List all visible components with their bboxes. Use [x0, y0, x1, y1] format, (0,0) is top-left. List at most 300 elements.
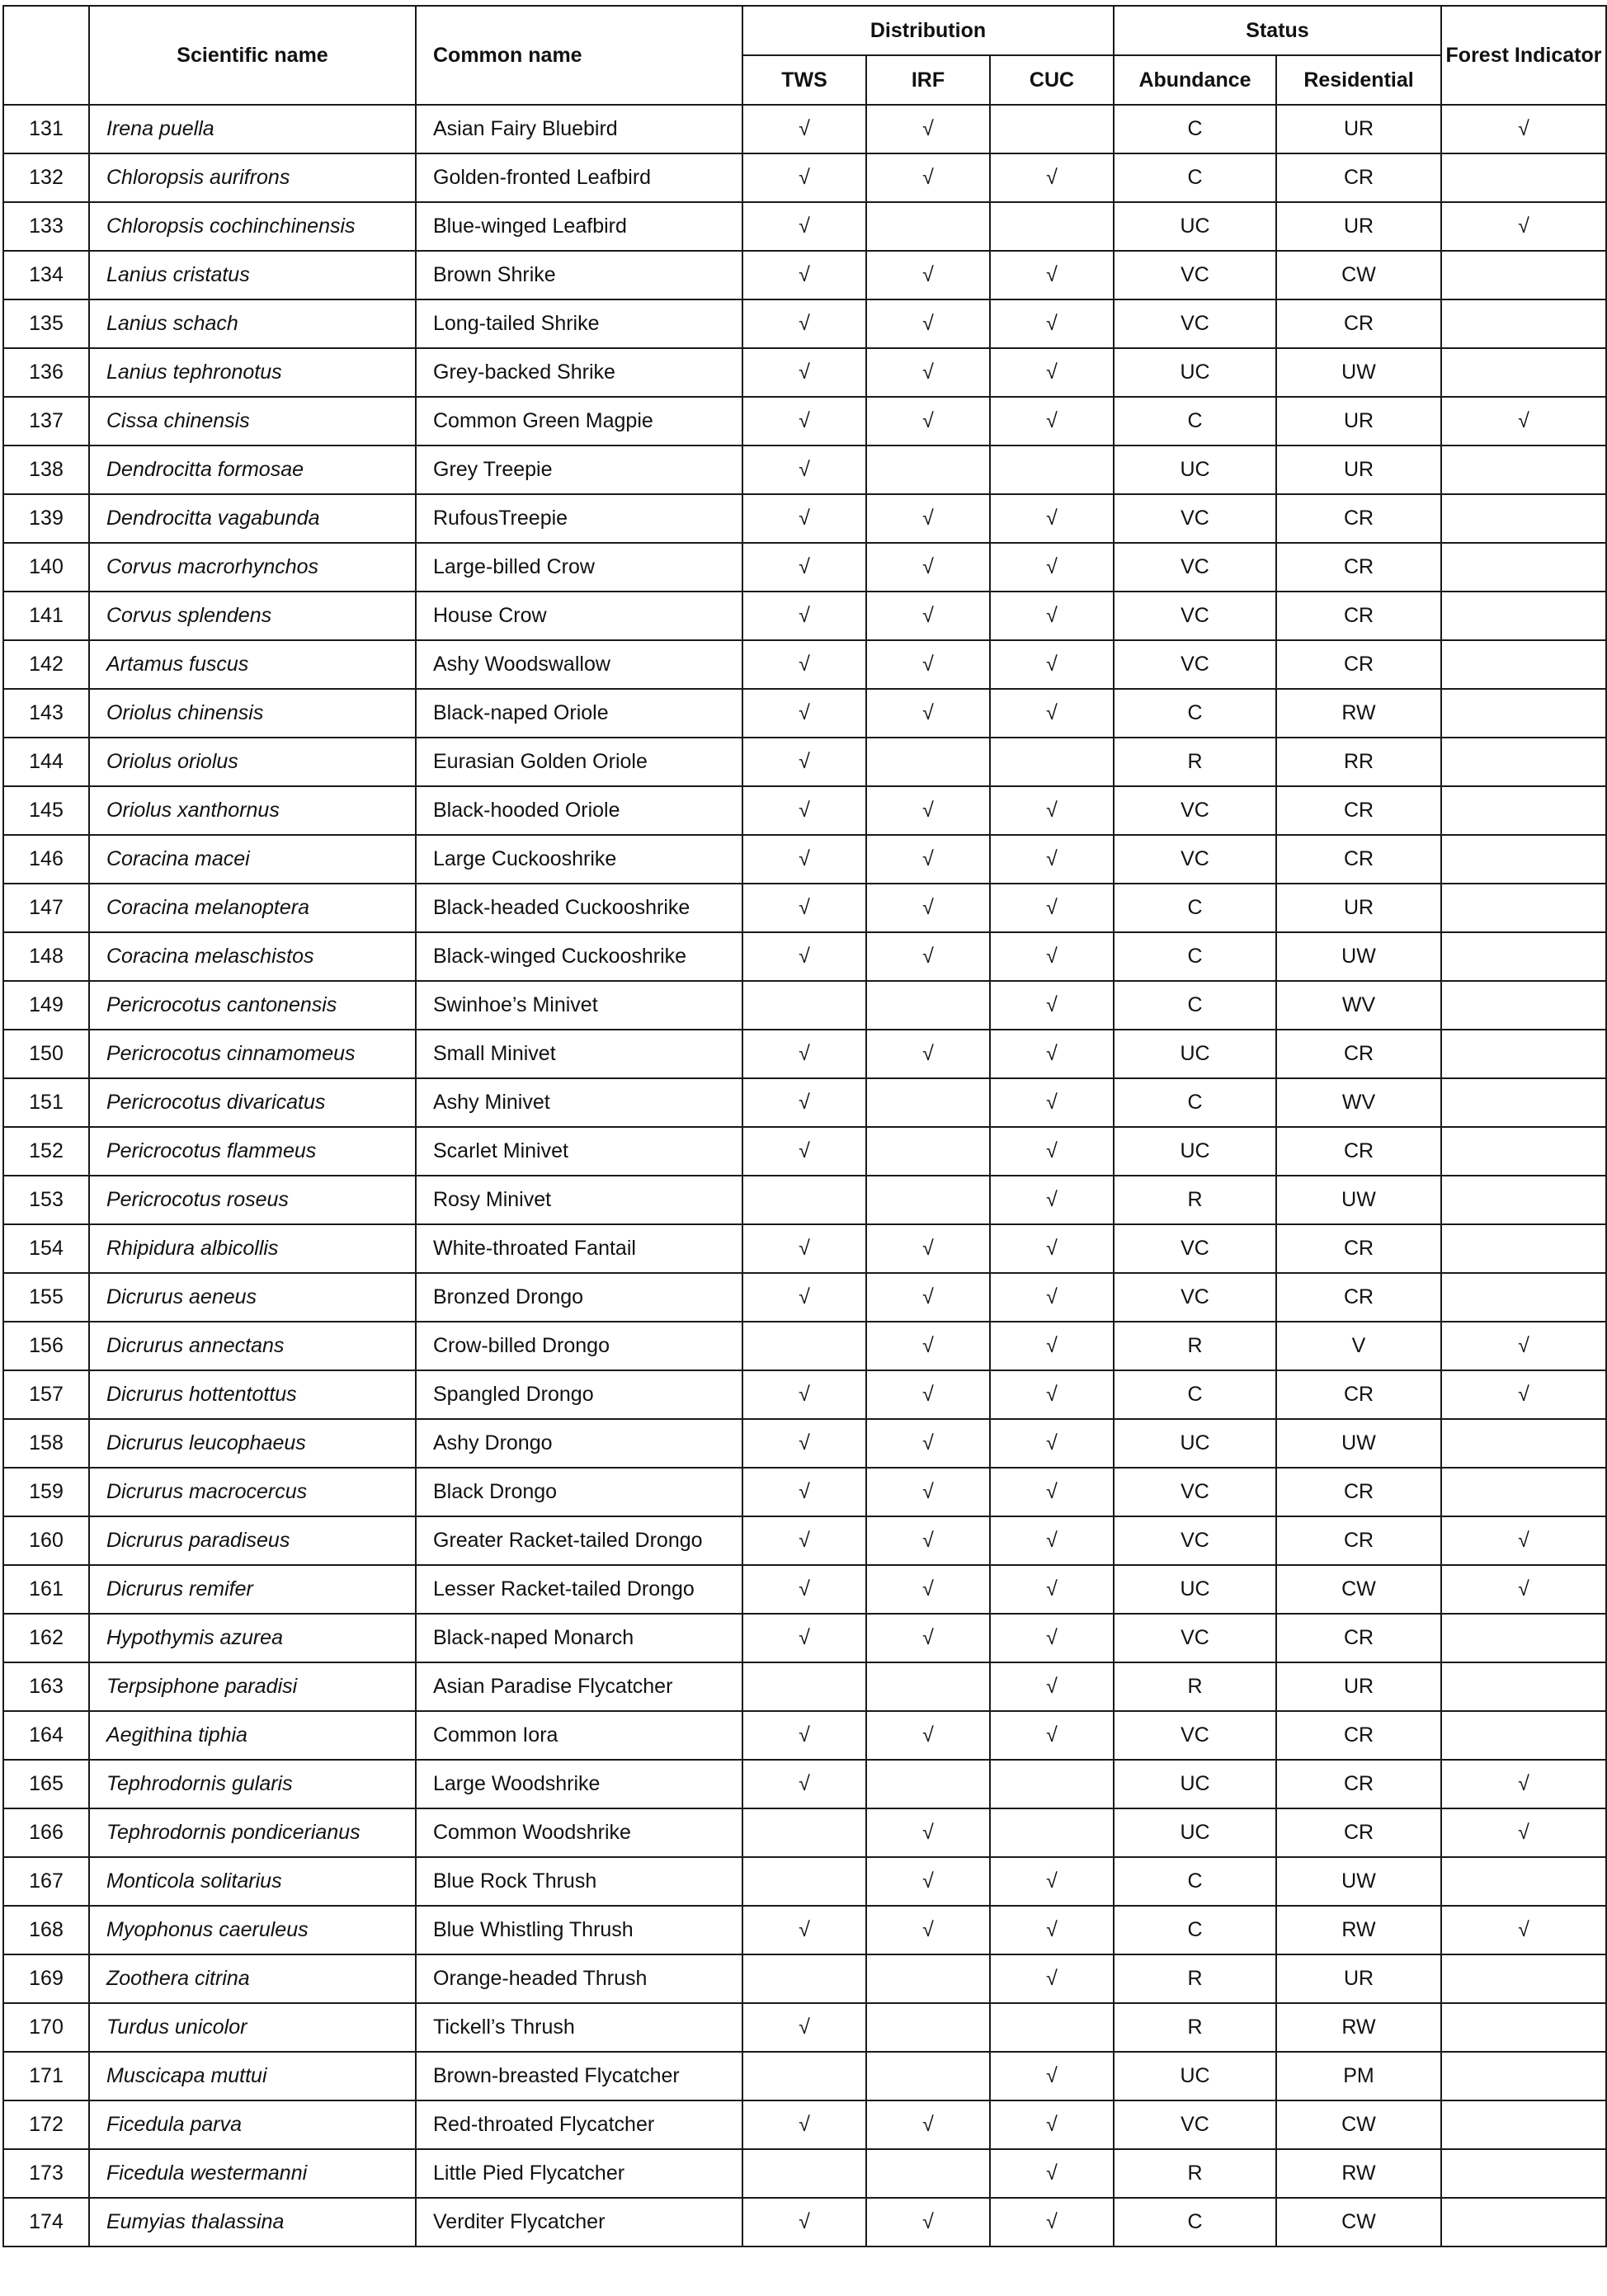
cell-scientific-name: Coracina melanoptera — [89, 884, 416, 932]
cell-abundance: VC — [1114, 1273, 1276, 1322]
cell-common-name: Tickell’s Thrush — [416, 2003, 742, 2052]
cell-irf — [866, 1078, 990, 1127]
cell-forest-indicator — [1441, 738, 1606, 786]
cell-number: 152 — [3, 1127, 89, 1176]
table-row — [3, 640, 1606, 689]
cell-common-name: Common Iora — [416, 1711, 742, 1760]
cell-residential: CR — [1276, 1224, 1441, 1273]
cell-common-name: White-throated Fantail — [416, 1224, 742, 1273]
cell-tws: √ — [742, 1614, 866, 1662]
cell-forest-indicator: √ — [1441, 202, 1606, 251]
cell-abundance: UC — [1114, 2052, 1276, 2100]
table-row — [3, 2198, 1606, 2246]
cell-abundance: UC — [1114, 1030, 1276, 1078]
cell-number: 139 — [3, 494, 89, 543]
cell-irf: √ — [866, 1419, 990, 1468]
cell-number: 148 — [3, 932, 89, 981]
cell-irf — [866, 446, 990, 494]
cell-residential: UR — [1276, 1954, 1441, 2003]
cell-residential: V — [1276, 1322, 1441, 1370]
cell-scientific-name: Dicrurus macrocercus — [89, 1468, 416, 1516]
cell-residential: UR — [1276, 446, 1441, 494]
cell-irf: √ — [866, 1516, 990, 1565]
cell-cuc: √ — [990, 494, 1114, 543]
cell-forest-indicator — [1441, 153, 1606, 202]
cell-irf: √ — [866, 835, 990, 884]
cell-irf: √ — [866, 640, 990, 689]
cell-irf — [866, 738, 990, 786]
cell-number: 146 — [3, 835, 89, 884]
cell-cuc: √ — [990, 1906, 1114, 1954]
cell-tws: √ — [742, 397, 866, 446]
cell-common-name: Lesser Racket-tailed Drongo — [416, 1565, 742, 1614]
cell-abundance: C — [1114, 689, 1276, 738]
cell-forest-indicator — [1441, 1662, 1606, 1711]
header-forest-indicator: Forest Indicator — [1441, 6, 1606, 105]
cell-scientific-name: Lanius schach — [89, 299, 416, 348]
cell-scientific-name: Zoothera citrina — [89, 1954, 416, 2003]
cell-cuc — [990, 1808, 1114, 1857]
table-row — [3, 932, 1606, 981]
cell-number: 164 — [3, 1711, 89, 1760]
cell-common-name: Small Minivet — [416, 1030, 742, 1078]
table-row — [3, 738, 1606, 786]
cell-common-name: RufousTreepie — [416, 494, 742, 543]
cell-common-name: Common Green Magpie — [416, 397, 742, 446]
cell-common-name: Blue Rock Thrush — [416, 1857, 742, 1906]
cell-tws — [742, 1322, 866, 1370]
cell-forest-indicator — [1441, 689, 1606, 738]
table-row — [3, 1030, 1606, 1078]
cell-irf: √ — [866, 1565, 990, 1614]
cell-number: 157 — [3, 1370, 89, 1419]
cell-number: 143 — [3, 689, 89, 738]
cell-cuc: √ — [990, 884, 1114, 932]
cell-scientific-name: Hypothymis azurea — [89, 1614, 416, 1662]
cell-tws: √ — [742, 105, 866, 153]
cell-forest-indicator — [1441, 2003, 1606, 2052]
cell-abundance: R — [1114, 1954, 1276, 2003]
cell-number: 137 — [3, 397, 89, 446]
cell-scientific-name: Dicrurus leucophaeus — [89, 1419, 416, 1468]
cell-cuc: √ — [990, 640, 1114, 689]
cell-tws: √ — [742, 2003, 866, 2052]
cell-cuc: √ — [990, 1030, 1114, 1078]
cell-cuc: √ — [990, 786, 1114, 835]
table-row — [3, 105, 1606, 153]
cell-number: 160 — [3, 1516, 89, 1565]
cell-forest-indicator — [1441, 2149, 1606, 2198]
cell-residential: CR — [1276, 153, 1441, 202]
cell-number: 161 — [3, 1565, 89, 1614]
table-row — [3, 397, 1606, 446]
table-row — [3, 592, 1606, 640]
cell-forest-indicator — [1441, 1419, 1606, 1468]
table-row — [3, 1127, 1606, 1176]
header-common-name: Common name — [416, 6, 742, 105]
table-row — [3, 1273, 1606, 1322]
cell-irf: √ — [866, 543, 990, 592]
cell-tws: √ — [742, 1273, 866, 1322]
table-row — [3, 1808, 1606, 1857]
cell-abundance: VC — [1114, 640, 1276, 689]
cell-cuc: √ — [990, 1419, 1114, 1468]
cell-cuc: √ — [990, 397, 1114, 446]
cell-abundance: UC — [1114, 1760, 1276, 1808]
cell-residential: UR — [1276, 105, 1441, 153]
cell-common-name: Spangled Drongo — [416, 1370, 742, 1419]
cell-residential: CR — [1276, 1614, 1441, 1662]
cell-common-name: Scarlet Minivet — [416, 1127, 742, 1176]
cell-common-name: Black-winged Cuckooshrike — [416, 932, 742, 981]
table-row — [3, 1224, 1606, 1273]
cell-number: 168 — [3, 1906, 89, 1954]
cell-cuc: √ — [990, 1224, 1114, 1273]
table-row — [3, 348, 1606, 397]
table-row — [3, 2100, 1606, 2149]
cell-forest-indicator — [1441, 2198, 1606, 2246]
cell-number: 174 — [3, 2198, 89, 2246]
cell-irf: √ — [866, 397, 990, 446]
cell-abundance: C — [1114, 2198, 1276, 2246]
cell-tws: √ — [742, 1711, 866, 1760]
cell-number: 131 — [3, 105, 89, 153]
cell-forest-indicator: √ — [1441, 1760, 1606, 1808]
cell-abundance: VC — [1114, 1614, 1276, 1662]
cell-abundance: VC — [1114, 299, 1276, 348]
cell-number: 163 — [3, 1662, 89, 1711]
cell-residential: CR — [1276, 543, 1441, 592]
cell-cuc: √ — [990, 1078, 1114, 1127]
cell-common-name: Bronzed Drongo — [416, 1273, 742, 1322]
cell-forest-indicator: √ — [1441, 1322, 1606, 1370]
cell-abundance: C — [1114, 932, 1276, 981]
cell-residential: RR — [1276, 738, 1441, 786]
cell-scientific-name: Terpsiphone paradisi — [89, 1662, 416, 1711]
table-row — [3, 2003, 1606, 2052]
cell-common-name: Greater Racket-tailed Drongo — [416, 1516, 742, 1565]
cell-abundance: VC — [1114, 1224, 1276, 1273]
cell-common-name: Ashy Woodswallow — [416, 640, 742, 689]
table-row — [3, 1419, 1606, 1468]
cell-scientific-name: Dicrurus paradiseus — [89, 1516, 416, 1565]
cell-tws — [742, 1954, 866, 2003]
cell-cuc: √ — [990, 835, 1114, 884]
cell-cuc: √ — [990, 592, 1114, 640]
cell-irf — [866, 202, 990, 251]
cell-residential: RW — [1276, 1906, 1441, 1954]
cell-cuc: √ — [990, 981, 1114, 1030]
cell-scientific-name: Dicrurus remifer — [89, 1565, 416, 1614]
cell-residential: CW — [1276, 2100, 1441, 2149]
cell-abundance: R — [1114, 1322, 1276, 1370]
cell-scientific-name: Dicrurus aeneus — [89, 1273, 416, 1322]
cell-cuc: √ — [990, 348, 1114, 397]
cell-abundance: C — [1114, 1857, 1276, 1906]
cell-scientific-name: Pericrocotus cantonensis — [89, 981, 416, 1030]
cell-tws: √ — [742, 738, 866, 786]
cell-forest-indicator: √ — [1441, 397, 1606, 446]
cell-irf: √ — [866, 105, 990, 153]
cell-scientific-name: Lanius tephronotus — [89, 348, 416, 397]
cell-scientific-name: Oriolus oriolus — [89, 738, 416, 786]
cell-cuc: √ — [990, 1516, 1114, 1565]
cell-tws: √ — [742, 1419, 866, 1468]
cell-common-name: Black Drongo — [416, 1468, 742, 1516]
cell-residential: CR — [1276, 786, 1441, 835]
cell-tws — [742, 2149, 866, 2198]
cell-forest-indicator: √ — [1441, 1906, 1606, 1954]
cell-abundance: C — [1114, 105, 1276, 153]
cell-irf: √ — [866, 592, 990, 640]
cell-forest-indicator — [1441, 494, 1606, 543]
cell-common-name: Golden-fronted Leafbird — [416, 153, 742, 202]
cell-forest-indicator — [1441, 981, 1606, 1030]
cell-cuc: √ — [990, 543, 1114, 592]
cell-abundance: VC — [1114, 835, 1276, 884]
cell-common-name: Black-hooded Oriole — [416, 786, 742, 835]
cell-scientific-name: Oriolus chinensis — [89, 689, 416, 738]
cell-number: 138 — [3, 446, 89, 494]
cell-cuc: √ — [990, 689, 1114, 738]
cell-number: 134 — [3, 251, 89, 299]
cell-irf: √ — [866, 1711, 990, 1760]
cell-tws: √ — [742, 640, 866, 689]
cell-forest-indicator — [1441, 884, 1606, 932]
cell-abundance: VC — [1114, 1468, 1276, 1516]
header-no — [3, 6, 89, 105]
cell-tws: √ — [742, 1760, 866, 1808]
table-row — [3, 689, 1606, 738]
cell-cuc: √ — [990, 2198, 1114, 2246]
cell-residential: CR — [1276, 299, 1441, 348]
cell-irf: √ — [866, 2100, 990, 2149]
cell-cuc: √ — [990, 1176, 1114, 1224]
table-row — [3, 494, 1606, 543]
cell-tws: √ — [742, 884, 866, 932]
cell-number: 154 — [3, 1224, 89, 1273]
table-row — [3, 786, 1606, 835]
cell-common-name: House Crow — [416, 592, 742, 640]
cell-number: 136 — [3, 348, 89, 397]
cell-tws: √ — [742, 689, 866, 738]
cell-scientific-name: Pericrocotus cinnamomeus — [89, 1030, 416, 1078]
cell-forest-indicator: √ — [1441, 1370, 1606, 1419]
table-row — [3, 299, 1606, 348]
cell-cuc — [990, 202, 1114, 251]
cell-residential: CR — [1276, 1468, 1441, 1516]
header-cuc: CUC — [990, 55, 1114, 105]
cell-irf: √ — [866, 1808, 990, 1857]
cell-residential: CR — [1276, 640, 1441, 689]
cell-forest-indicator: √ — [1441, 1565, 1606, 1614]
table-row — [3, 543, 1606, 592]
cell-forest-indicator — [1441, 1078, 1606, 1127]
table-row — [3, 1760, 1606, 1808]
cell-tws: √ — [742, 299, 866, 348]
table-row — [3, 1906, 1606, 1954]
cell-abundance: UC — [1114, 348, 1276, 397]
table-row — [3, 2052, 1606, 2100]
cell-number: 141 — [3, 592, 89, 640]
cell-cuc — [990, 2003, 1114, 2052]
cell-abundance: VC — [1114, 786, 1276, 835]
cell-common-name: Orange-headed Thrush — [416, 1954, 742, 2003]
table-row — [3, 1565, 1606, 1614]
cell-cuc: √ — [990, 1857, 1114, 1906]
header-tws: TWS — [742, 55, 866, 105]
cell-irf: √ — [866, 932, 990, 981]
cell-number: 144 — [3, 738, 89, 786]
cell-tws: √ — [742, 543, 866, 592]
cell-common-name: Brown Shrike — [416, 251, 742, 299]
cell-abundance: R — [1114, 1662, 1276, 1711]
cell-scientific-name: Cissa chinensis — [89, 397, 416, 446]
cell-scientific-name: Rhipidura albicollis — [89, 1224, 416, 1273]
cell-abundance: C — [1114, 153, 1276, 202]
cell-common-name: Ashy Minivet — [416, 1078, 742, 1127]
cell-tws: √ — [742, 2198, 866, 2246]
table-row — [3, 884, 1606, 932]
cell-tws: √ — [742, 251, 866, 299]
cell-common-name: Large Woodshrike — [416, 1760, 742, 1808]
cell-number: 172 — [3, 2100, 89, 2149]
cell-tws — [742, 1662, 866, 1711]
cell-tws: √ — [742, 835, 866, 884]
cell-irf: √ — [866, 1224, 990, 1273]
species-table — [2, 5, 1607, 2247]
cell-number: 158 — [3, 1419, 89, 1468]
cell-common-name: Red-throated Flycatcher — [416, 2100, 742, 2149]
cell-scientific-name: Corvus splendens — [89, 592, 416, 640]
cell-forest-indicator — [1441, 251, 1606, 299]
cell-residential: CR — [1276, 1516, 1441, 1565]
cell-number: 153 — [3, 1176, 89, 1224]
cell-common-name: Swinhoe’s Minivet — [416, 981, 742, 1030]
cell-residential: WV — [1276, 1078, 1441, 1127]
cell-number: 166 — [3, 1808, 89, 1857]
table-row — [3, 1370, 1606, 1419]
cell-number: 171 — [3, 2052, 89, 2100]
cell-cuc: √ — [990, 1370, 1114, 1419]
cell-abundance: UC — [1114, 202, 1276, 251]
cell-residential: CR — [1276, 592, 1441, 640]
cell-irf: √ — [866, 251, 990, 299]
cell-forest-indicator — [1441, 1224, 1606, 1273]
table-row — [3, 1662, 1606, 1711]
cell-scientific-name: Irena puella — [89, 105, 416, 153]
cell-common-name: Grey Treepie — [416, 446, 742, 494]
cell-common-name: Brown-breasted Flycatcher — [416, 2052, 742, 2100]
cell-scientific-name: Chloropsis cochinchinensis — [89, 202, 416, 251]
cell-common-name: Crow-billed Drongo — [416, 1322, 742, 1370]
cell-tws: √ — [742, 1906, 866, 1954]
cell-irf: √ — [866, 299, 990, 348]
cell-residential: RW — [1276, 689, 1441, 738]
cell-number: 155 — [3, 1273, 89, 1322]
cell-irf — [866, 1176, 990, 1224]
cell-scientific-name: Turdus unicolor — [89, 2003, 416, 2052]
cell-number: 173 — [3, 2149, 89, 2198]
cell-residential: PM — [1276, 2052, 1441, 2100]
cell-irf: √ — [866, 494, 990, 543]
cell-scientific-name: Eumyias thalassina — [89, 2198, 416, 2246]
table-row — [3, 251, 1606, 299]
cell-residential: CR — [1276, 1808, 1441, 1857]
cell-forest-indicator — [1441, 1614, 1606, 1662]
cell-abundance: UC — [1114, 1565, 1276, 1614]
cell-residential: CR — [1276, 1127, 1441, 1176]
cell-irf — [866, 1760, 990, 1808]
cell-cuc — [990, 738, 1114, 786]
cell-irf: √ — [866, 1857, 990, 1906]
table-row — [3, 1857, 1606, 1906]
cell-forest-indicator — [1441, 640, 1606, 689]
cell-tws: √ — [742, 1224, 866, 1273]
cell-number: 142 — [3, 640, 89, 689]
cell-cuc: √ — [990, 1954, 1114, 2003]
cell-forest-indicator — [1441, 592, 1606, 640]
cell-tws: √ — [742, 932, 866, 981]
cell-residential: UR — [1276, 202, 1441, 251]
cell-number: 135 — [3, 299, 89, 348]
cell-forest-indicator — [1441, 1030, 1606, 1078]
cell-tws: √ — [742, 446, 866, 494]
cell-number: 156 — [3, 1322, 89, 1370]
table-row — [3, 1468, 1606, 1516]
cell-cuc: √ — [990, 2100, 1114, 2149]
cell-abundance: C — [1114, 1078, 1276, 1127]
cell-cuc: √ — [990, 1273, 1114, 1322]
cell-number: 159 — [3, 1468, 89, 1516]
cell-common-name: Common Woodshrike — [416, 1808, 742, 1857]
cell-residential: CR — [1276, 494, 1441, 543]
cell-residential: RW — [1276, 2003, 1441, 2052]
cell-irf: √ — [866, 348, 990, 397]
cell-scientific-name: Dendrocitta vagabunda — [89, 494, 416, 543]
cell-irf — [866, 2149, 990, 2198]
cell-tws — [742, 1808, 866, 1857]
cell-abundance: R — [1114, 2149, 1276, 2198]
cell-residential: CR — [1276, 1370, 1441, 1419]
cell-cuc: √ — [990, 1662, 1114, 1711]
cell-irf: √ — [866, 1030, 990, 1078]
cell-scientific-name: Coracina melaschistos — [89, 932, 416, 981]
cell-cuc — [990, 1760, 1114, 1808]
cell-cuc: √ — [990, 251, 1114, 299]
cell-number: 169 — [3, 1954, 89, 2003]
cell-abundance: R — [1114, 1176, 1276, 1224]
cell-forest-indicator — [1441, 2100, 1606, 2149]
cell-irf: √ — [866, 884, 990, 932]
cell-scientific-name: Myophonus caeruleus — [89, 1906, 416, 1954]
cell-irf: √ — [866, 786, 990, 835]
table-row — [3, 202, 1606, 251]
table-row — [3, 1954, 1606, 2003]
table-row — [3, 1711, 1606, 1760]
cell-irf: √ — [866, 689, 990, 738]
cell-irf: √ — [866, 1370, 990, 1419]
cell-residential: CR — [1276, 835, 1441, 884]
cell-residential: CR — [1276, 1760, 1441, 1808]
cell-cuc: √ — [990, 1468, 1114, 1516]
table-row — [3, 1078, 1606, 1127]
table-row — [3, 1176, 1606, 1224]
cell-irf — [866, 1662, 990, 1711]
cell-abundance: VC — [1114, 251, 1276, 299]
cell-cuc — [990, 105, 1114, 153]
table-row — [3, 835, 1606, 884]
